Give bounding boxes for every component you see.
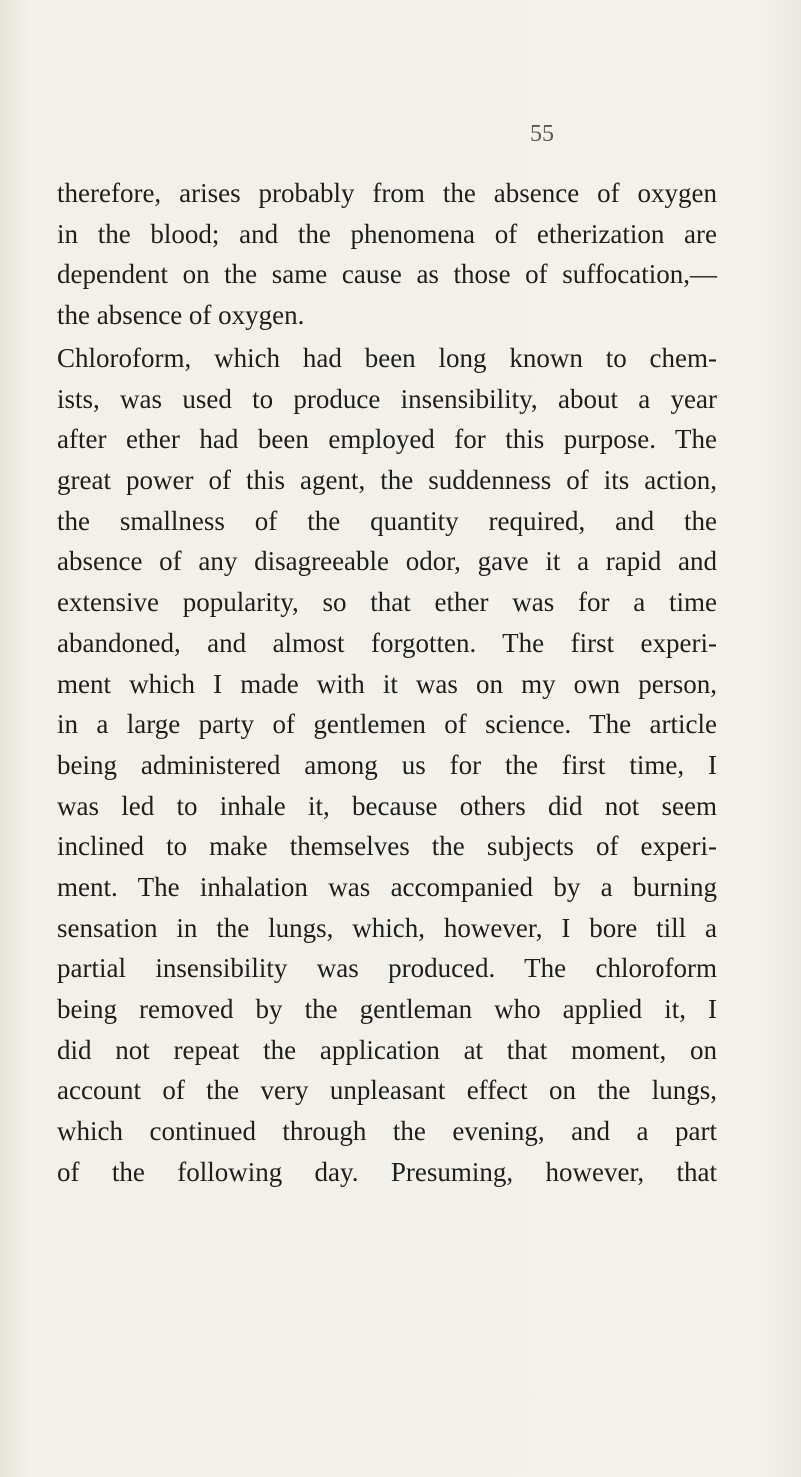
text-line: inclined to make themselves the subjects of experi- [57, 831, 717, 862]
text-line: of the following day. Presuming, however, that [57, 1156, 717, 1187]
text-line: sensation in the lungs, which, however, I bore till a [57, 912, 717, 943]
text-line: account of the very unpleasant effect on the lungs, [57, 1075, 717, 1106]
text-line: after ether had been employed for this purpose. The [57, 424, 717, 455]
text-line: which continued through the evening, and a part [57, 1116, 717, 1147]
page-number: 55 [530, 121, 554, 147]
text-line: did not repeat the application at that moment, on [57, 1034, 717, 1065]
text-line: being administered among us for the first time, I [57, 749, 717, 780]
text-line: abandoned, and almost forgotten. The first experi- [57, 627, 717, 658]
text-line: absence of any disagreeable odor, gave it a rapid and [57, 546, 717, 577]
text-line: extensive popularity, so that ether was for a time [57, 587, 717, 618]
text-line: great power of this agent, the suddenness of its action, [57, 465, 717, 496]
text-line: the absence of oxygen. [57, 300, 305, 331]
text-line: in a large party of gentlemen of science. The article [57, 709, 717, 740]
text-line: in the blood; and the phenomena of etherization are [57, 218, 717, 249]
text-line: ment which I made with it was on my own person, [57, 668, 717, 699]
text-line: partial insensibility was produced. The chloroform [57, 953, 717, 984]
text-line: therefore, arises probably from the absence of oxygen [57, 178, 717, 208]
text-line: Chloroform, which had been long known to chem- [57, 343, 717, 373]
text-line: was led to inhale it, because others did not seem [57, 790, 717, 821]
text-line: the smallness of the quantity required, and the [57, 505, 717, 536]
paragraph-2 [57, 338, 717, 1192]
text-line: ment. The inhalation was accompanied by a burning [57, 871, 717, 902]
text-line: ists, was used to produce insensibility, about a year [57, 383, 717, 414]
text-line: being removed by the gentleman who applied it, I [57, 994, 717, 1024]
paragraph-1 [57, 173, 717, 336]
text-line: dependent on the same cause as those of suffocation,— [57, 259, 717, 290]
